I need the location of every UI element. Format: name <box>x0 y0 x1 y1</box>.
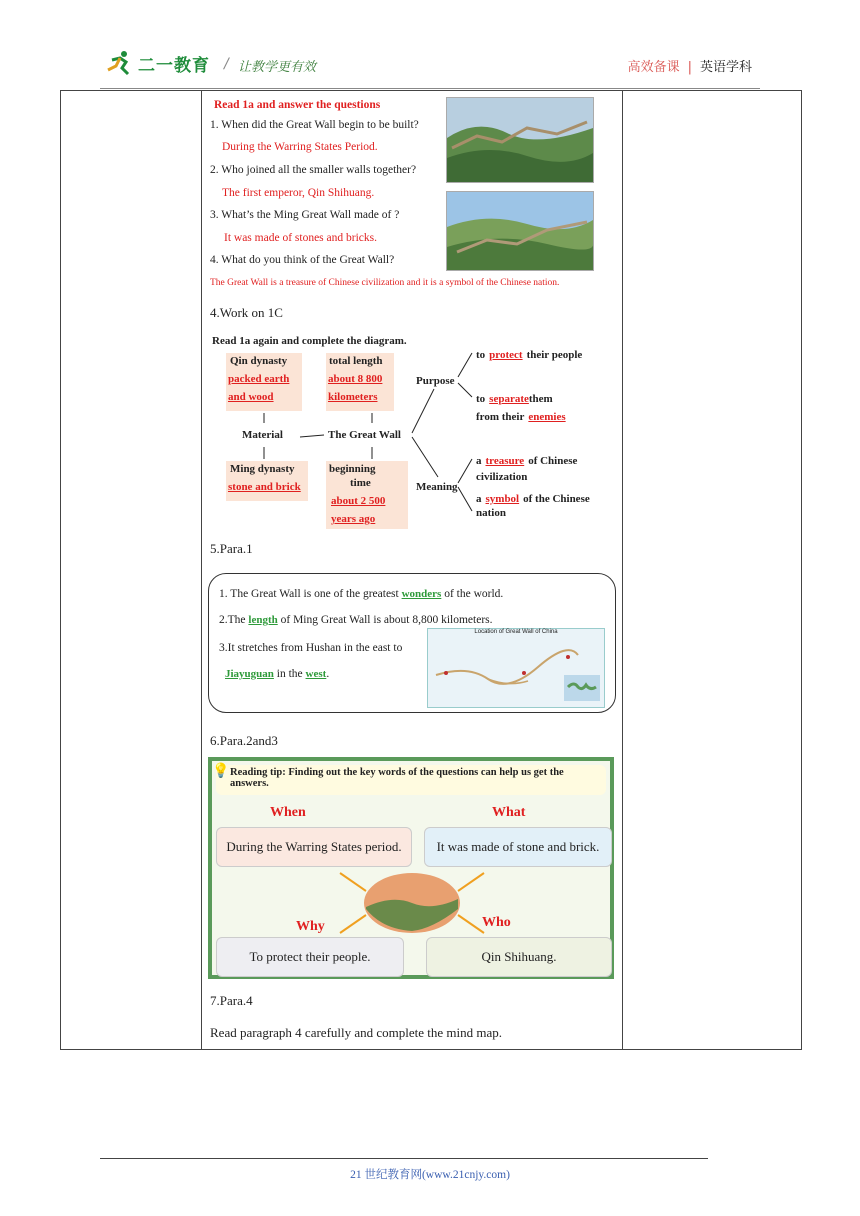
length-answer-2: kilometers <box>328 391 378 403</box>
qin-answer-1: packed earth <box>228 373 290 385</box>
step-4-label: 4.Work on 1C <box>210 305 283 320</box>
question-1: 1. When did the Great Wall begin to be built? <box>210 119 419 131</box>
ming-answer: stone and brick <box>228 481 301 493</box>
meaning-line-4: nation <box>476 507 506 519</box>
para1-line-1: 1. The Great Wall is one of the greatest wonders of the world. <box>219 588 504 600</box>
center-wall-image <box>332 869 492 937</box>
step-7-label: 7.Para.4 <box>210 993 253 1008</box>
header-rule <box>100 88 760 89</box>
diagram-title: Read 1a again and complete the diagram. <box>212 335 407 347</box>
para1-line-4: Jiayuguan in the west. <box>225 668 330 680</box>
meaning-line-1: a treasure of Chinese <box>476 455 578 467</box>
footer-rule <box>100 1158 708 1159</box>
divider: / <box>224 56 229 72</box>
step-6-label: 6.Para.2and3 <box>210 733 278 748</box>
step-5-label: 5.Para.1 <box>210 541 253 556</box>
logo-text: 二一教育 <box>138 55 210 76</box>
header-right: 高效备课 | 英语学科 <box>627 60 752 75</box>
answer-1: During the Warring States Period. <box>222 141 378 153</box>
begin-answer-2: years ago <box>331 513 376 525</box>
begin-label-2: time <box>350 477 371 489</box>
meaning-label: Meaning <box>416 481 458 493</box>
answer-3: It was made of stones and bricks. <box>224 232 377 244</box>
question-title: Read 1a and answer the questions <box>214 99 381 111</box>
great-wall-map: Location of Great Wall of China <box>427 628 605 708</box>
who-answer-card: Qin Shihuang. <box>426 937 612 977</box>
question-2: 2. Who joined all the smaller walls together? <box>210 164 417 176</box>
header-label: 高效备课 <box>627 60 680 75</box>
why-label: Why <box>296 919 325 934</box>
right-column <box>623 91 802 1050</box>
question-3: 3. What’s the Ming Great Wall made of ? <box>210 209 400 221</box>
para1-line-3: 3.It stretches from Hushan in the east to <box>219 642 403 654</box>
footer-text: 21 世纪教育网(www.21cnjy.com) <box>350 1169 510 1181</box>
great-wall-photo-2 <box>446 191 594 271</box>
para23-panel <box>208 757 614 979</box>
diagram-lines <box>202 341 622 541</box>
step-7-instruction: Read paragraph 4 carefully and complete the mind map. <box>210 1025 503 1040</box>
left-column <box>61 91 202 1050</box>
purpose-line-2: to separatethem <box>476 393 553 405</box>
length-label: total length <box>329 355 383 367</box>
great-wall-photo-1 <box>446 97 594 183</box>
what-answer-card: It was made of stone and brick. <box>424 827 612 867</box>
logo <box>106 50 210 76</box>
lightbulb-icon: 💡 <box>212 764 230 779</box>
purpose-line-3: from their enemies <box>476 411 566 423</box>
content-column <box>202 91 623 1050</box>
answer-2: The first emperor, Qin Shihuang. <box>222 187 375 199</box>
meaning-line-3: a symbol of the Chinese <box>476 493 590 505</box>
slogan: 让教学更有效 <box>238 60 317 75</box>
material-label: Material <box>242 429 283 441</box>
qin-label: Qin dynasty <box>230 355 288 367</box>
when-label: When <box>270 805 306 820</box>
reading-tip: Reading tip: Finding out the key words of the questions can help us get the answers. <box>216 765 606 795</box>
what-label: What <box>492 805 526 820</box>
purpose-label: Purpose <box>416 375 455 387</box>
purpose-line-1: to protect their people <box>476 349 583 361</box>
ming-label: Ming dynasty <box>230 463 295 475</box>
begin-answer-1: about 2 500 <box>331 495 386 507</box>
center-label: The Great Wall <box>328 429 401 441</box>
lesson-table <box>60 90 802 1050</box>
para1-line-2: 2.The length of Ming Great Wall is about 8,800 kilometers. <box>219 614 493 626</box>
page-header <box>100 44 760 84</box>
begin-label-1: beginning <box>329 463 376 475</box>
who-label: Who <box>482 915 511 930</box>
runner-logo-icon <box>106 50 134 76</box>
answer-4: The Great Wall is a treasure of Chinese civilization and it is a symbol of the Chinese nation. <box>210 278 560 288</box>
para1-box <box>208 573 616 713</box>
meaning-line-2: civilization <box>476 471 528 483</box>
qin-answer-2: and wood <box>228 391 274 403</box>
length-answer-1: about 8 800 <box>328 373 383 385</box>
question-4: 4. What do you think of the Great Wall? <box>210 254 395 266</box>
subject-label: 英语学科 <box>699 60 752 75</box>
when-answer-card: During the Warring States period. <box>216 827 412 867</box>
why-answer-card: To protect their people. <box>216 937 404 977</box>
